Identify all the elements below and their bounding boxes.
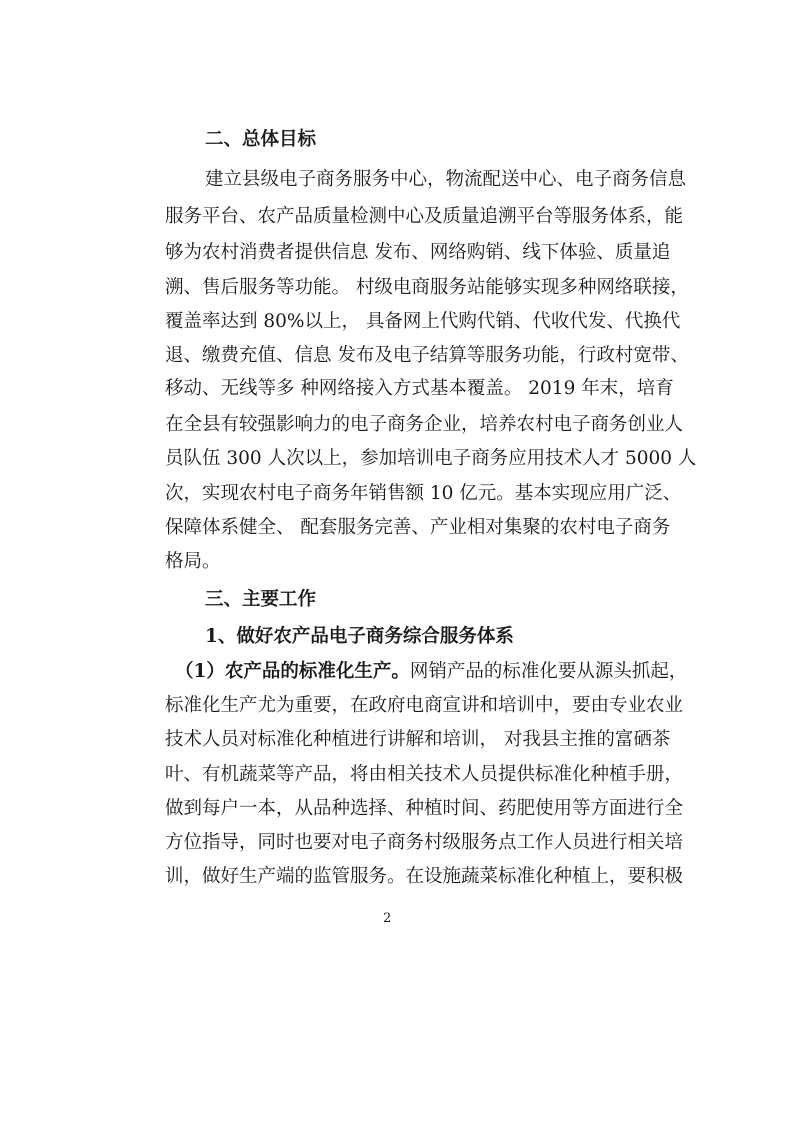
paragraph-line: 技术人员对标准化种植进行讲解和培训， 对我县主推的富硒茶 — [165, 729, 671, 750]
paragraph-line: 在全县有较强影响力的电子商务企业，培养农村电子商务创业人 — [165, 414, 684, 435]
paragraph-line: 覆盖率达到 80%以上， 具备网上代购代销、代收代发、代换代 — [165, 311, 681, 332]
paragraph-line: 退、缴费充值、信息 发布及电子结算等服务功能，行政村宽带、 — [165, 345, 689, 366]
paragraph-line: 训，做好生产端的监管服务。在设施蔬菜标准化种植上，要积极 — [165, 866, 684, 887]
paragraph-line: 方位指导，同时也要对电子商务村级服务点工作人员进行相关培 — [165, 832, 684, 853]
section-heading-overall-goals: 二、总体目标 — [205, 129, 317, 150]
paragraph-line — [175, 659, 687, 685]
item-lead: （1）农产品的标准化生产。 — [175, 661, 410, 682]
paragraph-line: 标准化生产尤为重要，在政府电商宣讲和培训中，要由专业农业 — [165, 695, 684, 716]
paragraph-line: 够为农村消费者提供信息 发布、网络购销、线下体验、质量追 — [165, 242, 671, 263]
paragraph-line: 次，实现农村电子商务年销售额 10 亿元。基本实现应用广泛、 — [165, 483, 682, 504]
paragraph-line: 做到每户一本，从品种选择、种植时间、药肥使用等方面进行全 — [165, 798, 684, 819]
paragraph-line: 移动、无线等多 种网络接入方式基本覆盖。 2019 年末，培育 — [165, 378, 674, 399]
paragraph-line: 格局。 — [165, 551, 221, 572]
paragraph-line: 叶、有机蔬菜等产品，将由相关技术人员提供标准化种植手册， — [165, 764, 684, 785]
paragraph-line: 员队伍 300 人次以上，参加培训电子商务应用技术人才 5000 人 — [165, 448, 697, 469]
section-heading-main-work: 三、主要工作 — [205, 589, 317, 610]
paragraph-line: 服务平台、农产品质量检测中心及质量追溯平台等服务体系，能 — [165, 206, 684, 227]
subsection-heading: 1、做好农产品电子商务综合服务体系 — [205, 626, 514, 647]
paragraph-line: 保障体系健全、 配套服务完善、产业相对集聚的农村电子商务 — [165, 517, 671, 538]
page-number: 2 — [383, 911, 392, 926]
paragraph-line: 溯、售后服务等功能。 村级电商服务站能够实现多种网络联接， — [165, 277, 689, 298]
item-lead-rest: 网销产品的标准化要从源头抓起， — [409, 661, 688, 682]
paragraph-line: 建立县级电子商务服务中心，物流配送中心、电子商务信息 — [205, 169, 687, 190]
